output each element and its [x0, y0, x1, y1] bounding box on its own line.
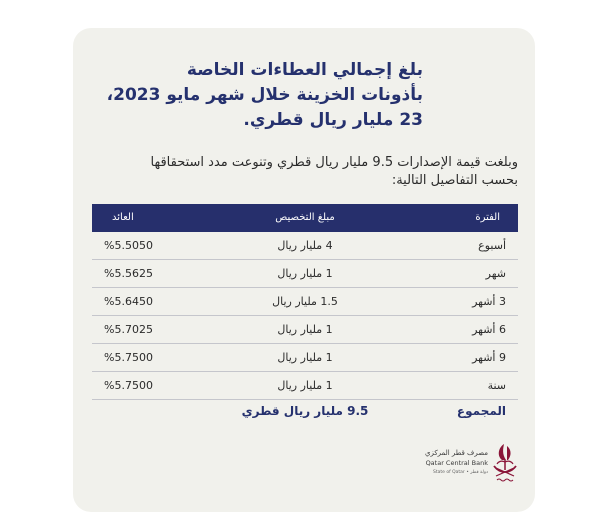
description	[150, 154, 518, 190]
headline-line-1: بلغ إجمالي العطاءات الخاصة	[186, 60, 423, 80]
cell-amount: 1 مليار ريال	[277, 267, 333, 280]
cell-yield: %5.7500	[104, 351, 153, 364]
qcb-logo	[420, 440, 520, 484]
table-row	[92, 232, 518, 260]
table-row	[92, 372, 518, 400]
table-row	[92, 288, 518, 316]
cell-yield: %5.6450	[104, 295, 153, 308]
treasury-bills-table	[92, 204, 518, 424]
cell-yield: %5.5625	[104, 267, 153, 280]
description-line-1: وبلغت قيمة الإصدارات 9.5 مليار ريال قطري وتنوعت مدد استحقاقها	[150, 155, 518, 170]
cell-amount: 1 مليار ريال	[277, 379, 333, 392]
cell-amount: 1 مليار ريال	[277, 351, 333, 364]
cell-amount: 1 مليار ريال	[277, 323, 333, 336]
total-label: المجموع	[456, 404, 506, 418]
logo-english-name: Qatar Central Bank	[425, 459, 488, 467]
table-total-row	[92, 400, 518, 424]
cell-period: 3 أشهر	[472, 295, 506, 308]
cell-yield: %5.5050	[104, 239, 153, 252]
table-row	[92, 260, 518, 288]
logo-arabic-name: مصرف قطر المركزي	[425, 449, 488, 457]
total-amount: 9.5 مليار ريال قطري	[241, 404, 369, 418]
cell-period: سنة	[487, 379, 506, 392]
cell-yield: %5.7025	[104, 323, 153, 336]
header-amount: مبلغ التخصيص	[275, 212, 335, 223]
headline-line-2: بأذونات الخزينة خلال شهر مايو 2023،	[106, 85, 423, 105]
table-row	[92, 344, 518, 372]
headline-line-3: 23 مليار ريال قطري.	[243, 110, 423, 130]
cell-period: 9 أشهر	[472, 351, 506, 364]
description-line-2: بحسب التفاصيل التالية:	[391, 173, 518, 188]
cell-amount: 1.5 مليار ريال	[272, 295, 338, 308]
cell-amount: 4 مليار ريال	[277, 239, 333, 252]
header-period: الفترة	[475, 212, 500, 223]
header-yield: العائد	[112, 212, 134, 223]
cell-period: 6 أشهر	[472, 323, 506, 336]
table-header	[92, 204, 518, 232]
cell-yield: %5.7500	[104, 379, 153, 392]
cell-period: شهر	[485, 267, 506, 280]
headline	[93, 58, 423, 133]
logo-text	[420, 448, 488, 478]
cell-period: أسبوع	[478, 239, 506, 252]
qcb-emblem-icon	[490, 440, 520, 484]
logo-state: State of Qatar • دولة قطر	[432, 470, 488, 475]
table-row	[92, 316, 518, 344]
